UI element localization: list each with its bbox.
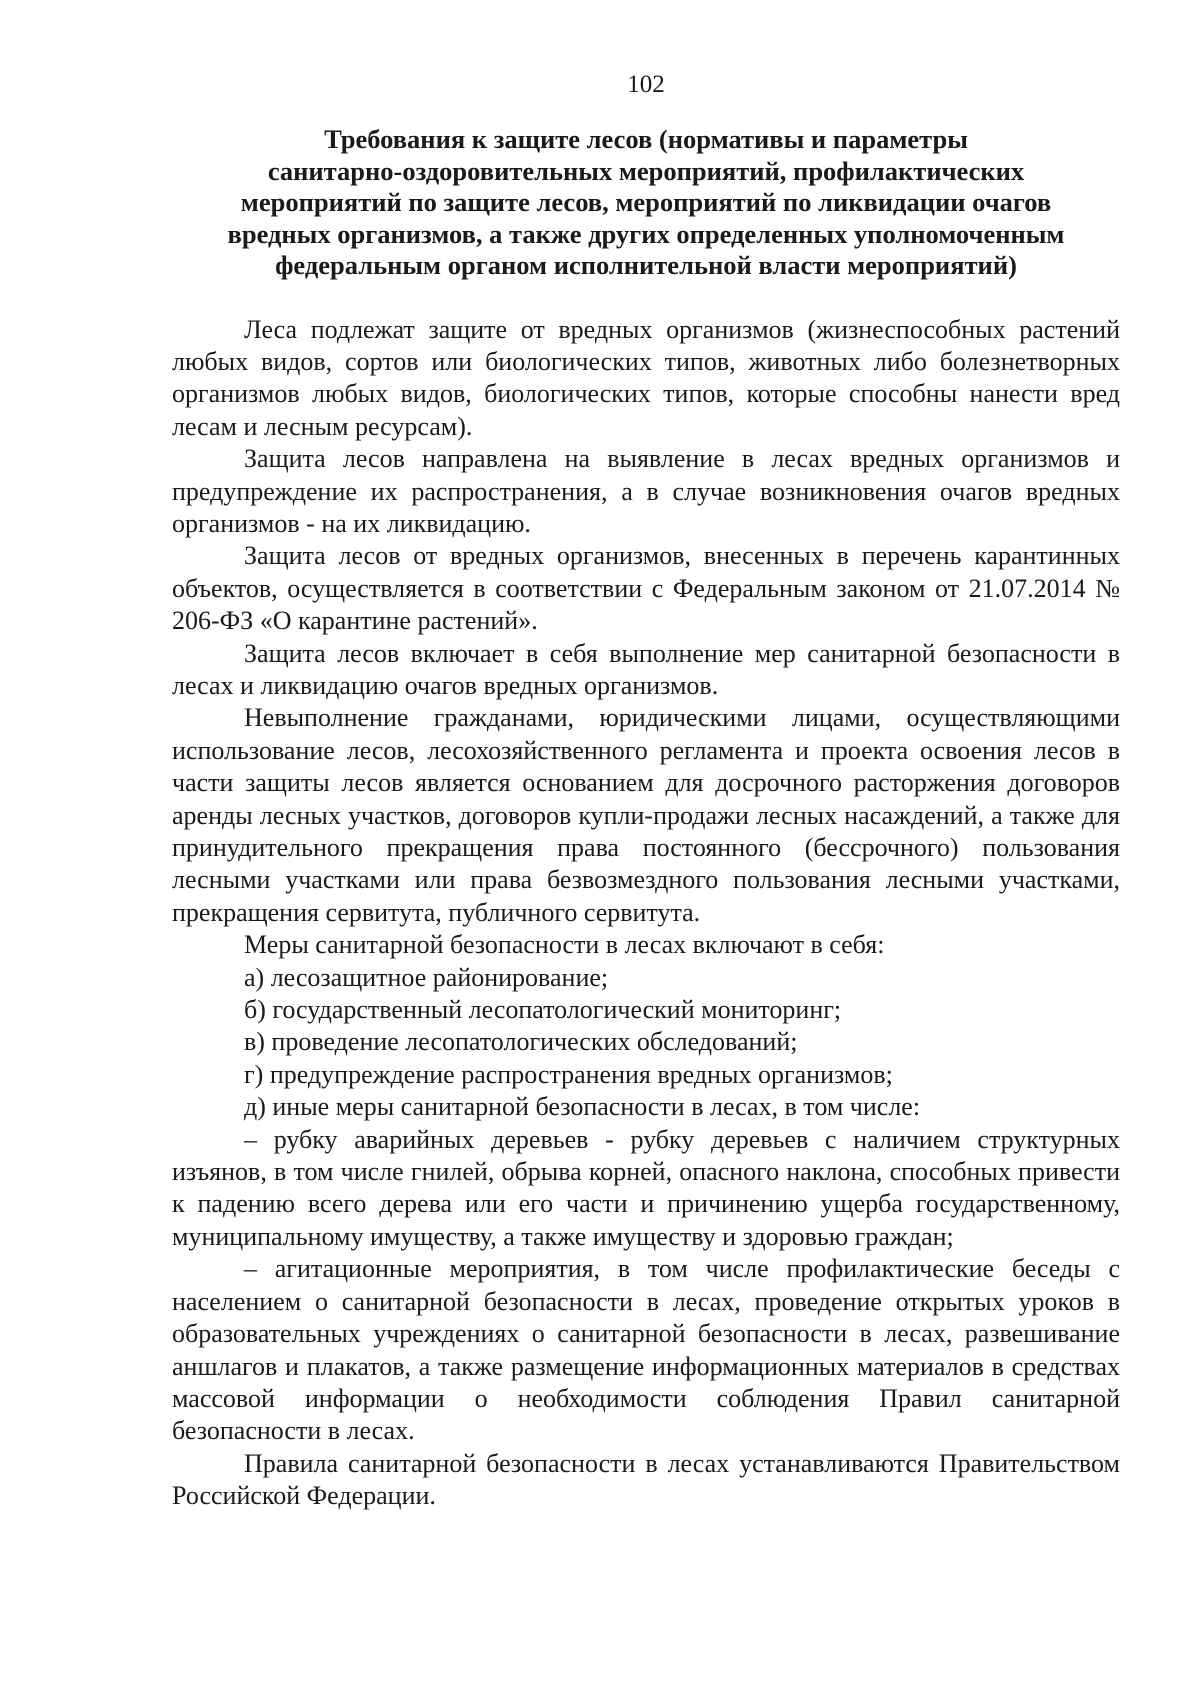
document-page <box>172 60 1120 1513</box>
sub-list-item: – рубку аварийных деревьев - рубку деревьев с наличием структурных изъянов, в том числе гнилей, обрыва корней, опасного наклона, способных привести к падению всего дерева или его части и причинению ущерба государственному, муниципальному имуществу, а также имуществу и здоровью граждан; <box>172 1124 1120 1251</box>
list-item: б) государственный лесопатологический мониторинг; <box>244 995 842 1025</box>
paragraph: Невыполнение гражданами, юридическими лицами, осуществляющими использование лесов, лесохозяйственного регламента и проекта освоения лесов в части защиты лесов является основанием для досрочного расторжения договоров аренды лесных участков, договоров купли-продажи лесных насаждений, а также для принудительного прекращения права постоянного (бессрочного) пользования лесными участками или права безвозмездного пользования лесными участками, прекращения сервитута, публичного сервитута. <box>172 703 1120 927</box>
paragraph: Защита лесов от вредных организмов, внесенных в перечень карантинных объектов, осуществляется в соответствии с Федеральным законом от 21.07.2014 № 206-ФЗ «О карантине растений». <box>172 541 1120 636</box>
paragraph: Защита лесов направлена на выявление в лесах вредных организмов и предупреждение их распространения, а в случае возникновения очагов вредных организмов - на их ликвидацию. <box>172 444 1120 538</box>
final-paragraph: Правила санитарной безопасности в лесах устанавливаются Правительством Российской Федерации. <box>172 1448 1120 1511</box>
body-text <box>172 314 1120 1513</box>
list-item: д) иные меры санитарной безопасности в лесах, в том числе: <box>244 1092 921 1122</box>
sub-list-item: – агитационные мероприятия, в том числе профилактические беседы с населением о санитарной безопасности в лесах, проведение открытых уроков в образовательных учреждениях о санитарной безопасности в лесах, развешивание аншлагов и плакатов, а также размещение информационных материалов в средствах массовой информации о необходимости соблюдения Правил санитарной безопасности в лесах. <box>172 1254 1120 1446</box>
title-line: Требования к защите лесов (нормативы и параметры <box>324 124 968 154</box>
title-line: вредных организмов, а также других определенных уполномоченным <box>227 218 1065 249</box>
page-number: 102 <box>627 71 665 98</box>
list-item: в) проведение лесопатологических обследований; <box>244 1027 798 1057</box>
title-line: мероприятий по защите лесов, мероприятий по ликвидации очагов <box>240 187 1052 217</box>
list-item: г) предупреждение распространения вредных организмов; <box>244 1059 893 1089</box>
section-title <box>172 124 1120 282</box>
list-item: а) лесозащитное районирование; <box>244 962 609 992</box>
paragraph: Леса подлежат защите от вредных организмов (жизнеспособных растений любых видов, сортов или биологических типов, животных либо болезнетворных организмов любых видов, биологических типов, которые способны нанести вред лесам и лесным ресурсам). <box>172 314 1120 441</box>
paragraph: Меры санитарной безопасности в лесах включают в себя: <box>244 930 885 960</box>
title-line: федеральным органом исполнительной власти мероприятий) <box>275 250 1017 280</box>
paragraph: Защита лесов включает в себя выполнение мер санитарной безопасности в лесах и ликвидацию очагов вредных организмов. <box>172 638 1120 700</box>
title-line: санитарно-оздоровительных мероприятий, профилактических <box>267 155 1025 186</box>
